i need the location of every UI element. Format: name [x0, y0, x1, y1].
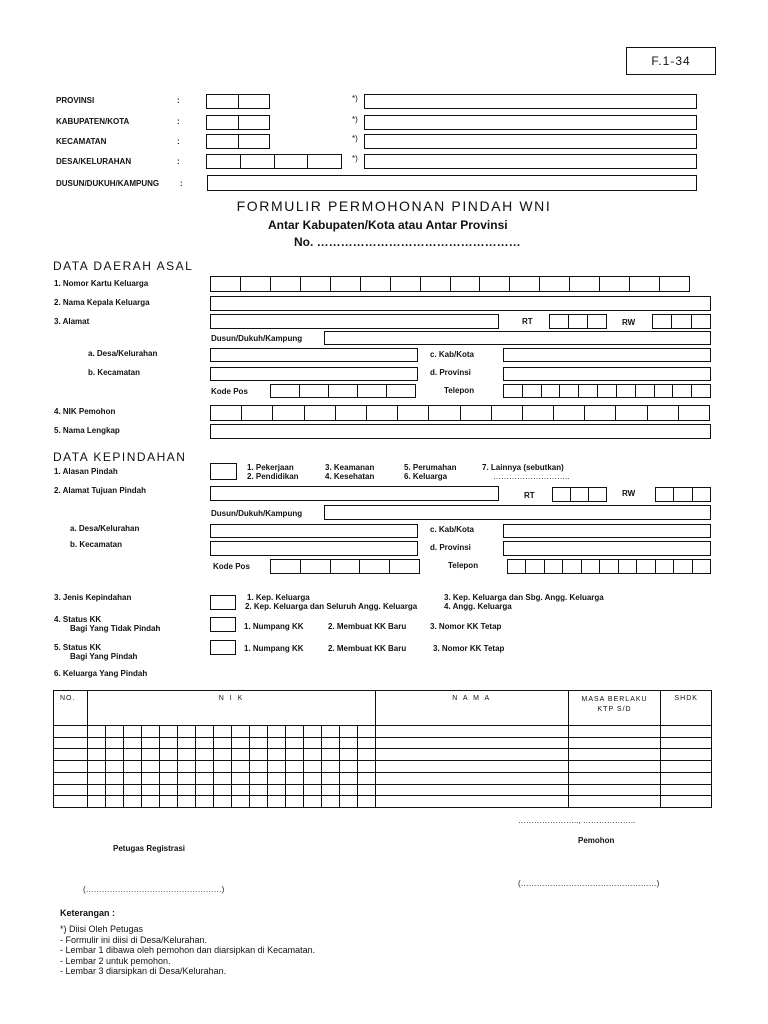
pemohon-label: Pemohon	[578, 836, 615, 845]
col-nama: N A M A	[375, 691, 568, 726]
label-desa: DESA/KELURAHAN	[56, 157, 132, 166]
colon: :	[177, 117, 180, 126]
label-nik: 4. NIK Pemohon	[54, 407, 116, 416]
kodepos-tujuan-input[interactable]	[270, 559, 420, 574]
dusun-input[interactable]	[207, 175, 697, 191]
kodepos-asal-input[interactable]	[270, 384, 416, 398]
label-kepala: 2. Nama Kepala Keluarga	[54, 298, 150, 307]
form-subtitle: Antar Kabupaten/Kota atau Antar Provinsi	[268, 218, 508, 232]
note-line: - Formulir ini diisi di Desa/Kelurahan.	[60, 934, 208, 945]
note-line: - Lembar 3 diarsipkan di Desa/Kelurahan.	[60, 966, 227, 976]
dusun-tujuan-input[interactable]	[324, 505, 711, 520]
label-kabupaten: KABUPATEN/KOTA	[56, 117, 130, 126]
label-kodepos-asal: Kode Pos	[211, 387, 248, 396]
rw-input[interactable]	[652, 314, 711, 329]
form-code: F.1-34	[651, 54, 691, 68]
col-masa	[568, 691, 661, 726]
jenis-opt-4: 4. Angg. Keluarga	[444, 602, 512, 611]
table-row	[54, 772, 712, 784]
kab-asal-input[interactable]	[503, 348, 711, 362]
kabupaten-name-input[interactable]	[364, 115, 697, 130]
colon: :	[177, 157, 180, 166]
alamat-tujuan-input[interactable]	[210, 486, 499, 501]
marker: *)	[352, 154, 358, 163]
label-provinsi: PROVINSI	[56, 96, 95, 105]
desa-asal-input[interactable]	[210, 348, 418, 362]
desa-name-input[interactable]	[364, 154, 697, 169]
table-row	[54, 737, 712, 749]
section-asal: DATA DAERAH ASAL	[53, 259, 194, 273]
table-row	[54, 749, 712, 761]
label-telepon-asal: Telepon	[444, 386, 475, 395]
status-tidak-opt-2: 2. Membuat KK Baru	[328, 622, 407, 631]
label-jenis: 3. Jenis Kepindahan	[54, 593, 132, 602]
label-keluarga: 6. Keluarga Yang Pindah	[54, 669, 148, 678]
kab-tujuan-input[interactable]	[503, 524, 711, 538]
prov-asal-input[interactable]	[503, 367, 711, 381]
section-kepindahan: DATA KEPINDAHAN	[53, 450, 187, 464]
alasan-input[interactable]	[210, 463, 237, 480]
col-no: NO.	[54, 691, 88, 726]
form-code-box	[626, 47, 716, 75]
provinsi-name-input[interactable]	[364, 94, 697, 109]
label-alasan: 1. Alasan Pindah	[54, 467, 118, 476]
label-rt: RT	[522, 317, 533, 326]
label-dusun-tujuan: Dusun/Dukuh/Kampung	[211, 509, 303, 518]
dusun-asal-input[interactable]	[324, 331, 711, 345]
label-kab-asal: c. Kab/Kota	[430, 350, 475, 359]
alamat-input[interactable]	[210, 314, 499, 329]
status-pindah-opt-3: 3. Nomor KK Tetap	[433, 644, 505, 653]
label-kec-asal: b. Kecamatan	[88, 368, 141, 377]
label-kab-tujuan: c. Kab/Kota	[430, 525, 475, 534]
masa-line1: MASA BERLAKU	[581, 696, 648, 703]
jenis-opt-2: 2. Kep. Keluarga dan Seluruh Angg. Keluarga	[245, 602, 418, 611]
table-row	[54, 726, 712, 738]
label-status-pindah-1: 5. Status KK	[54, 643, 102, 652]
petugas-label: Petugas Registrasi	[113, 844, 186, 853]
alasan-opt-4: 4. Kesehatan	[325, 472, 375, 481]
marker: *)	[352, 134, 358, 143]
label-nama: 5. Nama Lengkap	[54, 426, 120, 435]
form-title: FORMULIR PERMOHONAN PINDAH WNI	[236, 198, 552, 214]
colon: :	[180, 179, 183, 188]
alasan-opt-6: 6. Keluarga	[404, 472, 448, 481]
kecamatan-name-input[interactable]	[364, 134, 697, 149]
place-date: ………………….., ………………..	[518, 816, 636, 825]
label-status-pindah-2: Bagi Yang Pindah	[70, 652, 138, 661]
label-alamat: 3. Alamat	[54, 317, 90, 326]
rt-tujuan-input[interactable]	[552, 487, 607, 502]
provinsi-code-input[interactable]	[206, 94, 270, 109]
note-line: - Lembar 2 untuk pemohon.	[60, 955, 171, 966]
family-rows[interactable]	[54, 726, 712, 808]
label-status-tidak-1: 4. Status KK	[54, 615, 102, 624]
jenis-opt-1: 1. Kep. Keluarga	[247, 593, 310, 602]
no-kk-input[interactable]	[210, 276, 690, 292]
petugas-signature-line: (……………………………………………)	[83, 885, 225, 894]
col-nik: N I K	[88, 691, 376, 726]
status-tidak-input[interactable]	[210, 617, 236, 632]
status-pindah-opt-2: 2. Membuat KK Baru	[328, 644, 407, 653]
alasan-opt-3: 3. Keamanan	[325, 463, 375, 472]
table-row	[54, 761, 712, 773]
family-table	[53, 690, 712, 808]
label-status-tidak-2: Bagi Yang Tidak Pindah	[70, 624, 161, 633]
alasan-opt-2: 2. Pendidikan	[247, 472, 299, 481]
jenis-input[interactable]	[210, 595, 236, 610]
rw-tujuan-input[interactable]	[655, 487, 711, 502]
kepala-input[interactable]	[210, 296, 711, 311]
notes-title: Keterangan :	[60, 908, 116, 918]
pemohon-signature-line: (……………………………………………)	[518, 879, 660, 888]
label-prov-tujuan: d. Provinsi	[430, 543, 471, 552]
kabupaten-code-input[interactable]	[206, 115, 270, 130]
status-pindah-input[interactable]	[210, 640, 236, 655]
marker: *)	[352, 115, 358, 124]
table-row	[54, 796, 712, 808]
notes-list	[60, 924, 315, 977]
alasan-opt-5: 5. Perumahan	[404, 463, 457, 472]
alasan-opt-7: 7. Lainnya (sebutkan)	[482, 463, 564, 472]
label-no-kk: 1. Nomor Kartu Keluarga	[54, 279, 149, 288]
label-prov-asal: d. Provinsi	[430, 368, 471, 377]
label-desa-tujuan: a. Desa/Kelurahan	[70, 524, 140, 533]
label-telepon-tujuan: Telepon	[448, 561, 479, 570]
label-rt-tujuan: RT	[524, 491, 535, 500]
colon: :	[177, 137, 180, 146]
desa-code-input[interactable]	[206, 154, 342, 169]
nik-input[interactable]	[210, 405, 710, 421]
family-table-grid	[53, 690, 712, 808]
rt-input[interactable]	[549, 314, 607, 329]
label-desa-asal: a. Desa/Kelurahan	[88, 349, 158, 358]
label-dusun: DUSUN/DUKUH/KAMPUNG	[56, 179, 160, 188]
kec-asal-input[interactable]	[210, 367, 418, 381]
alasan-opt-7-line: ………………………..	[493, 472, 570, 481]
jenis-opt-3: 3. Kep. Keluarga dan Sbg. Angg. Keluarga	[444, 593, 604, 602]
note-line: - Lembar 1 dibawa oleh pemohon dan diarsipkan di Kecamatan.	[60, 945, 316, 955]
desa-tujuan-input[interactable]	[210, 524, 418, 538]
label-rw: RW	[622, 318, 636, 327]
note-line: *) Diisi Oleh Petugas	[60, 924, 144, 934]
status-pindah-opt-1: 1. Numpang KK	[244, 644, 304, 653]
status-tidak-opt-3: 3. Nomor KK Tetap	[430, 622, 502, 631]
label-dusun-asal: Dusun/Dukuh/Kampung	[211, 334, 303, 343]
masa-line2: KTP S/D	[597, 706, 632, 713]
kecamatan-code-input[interactable]	[206, 134, 270, 149]
label-kodepos-tujuan: Kode Pos	[213, 562, 250, 571]
label-kecamatan: KECAMATAN	[56, 137, 107, 146]
label-kec-tujuan: b. Kecamatan	[70, 540, 123, 549]
telepon-tujuan-input[interactable]	[507, 559, 711, 574]
nama-input[interactable]	[210, 424, 711, 439]
label-rw-tujuan: RW	[622, 489, 636, 498]
table-row	[54, 784, 712, 796]
marker: *)	[352, 94, 358, 103]
alasan-opt-1: 1. Pekerjaan	[247, 463, 294, 472]
colon: :	[177, 96, 180, 105]
prov-tujuan-input[interactable]	[503, 541, 711, 556]
telepon-asal-input[interactable]	[503, 384, 711, 398]
status-tidak-opt-1: 1. Numpang KK	[244, 622, 304, 631]
col-shdk: SHDK	[661, 691, 712, 726]
kec-tujuan-input[interactable]	[210, 541, 418, 556]
label-alamat-tujuan: 2. Alamat Tujuan Pindah	[54, 486, 147, 495]
form-number: No. ……………………………………………	[294, 235, 521, 249]
